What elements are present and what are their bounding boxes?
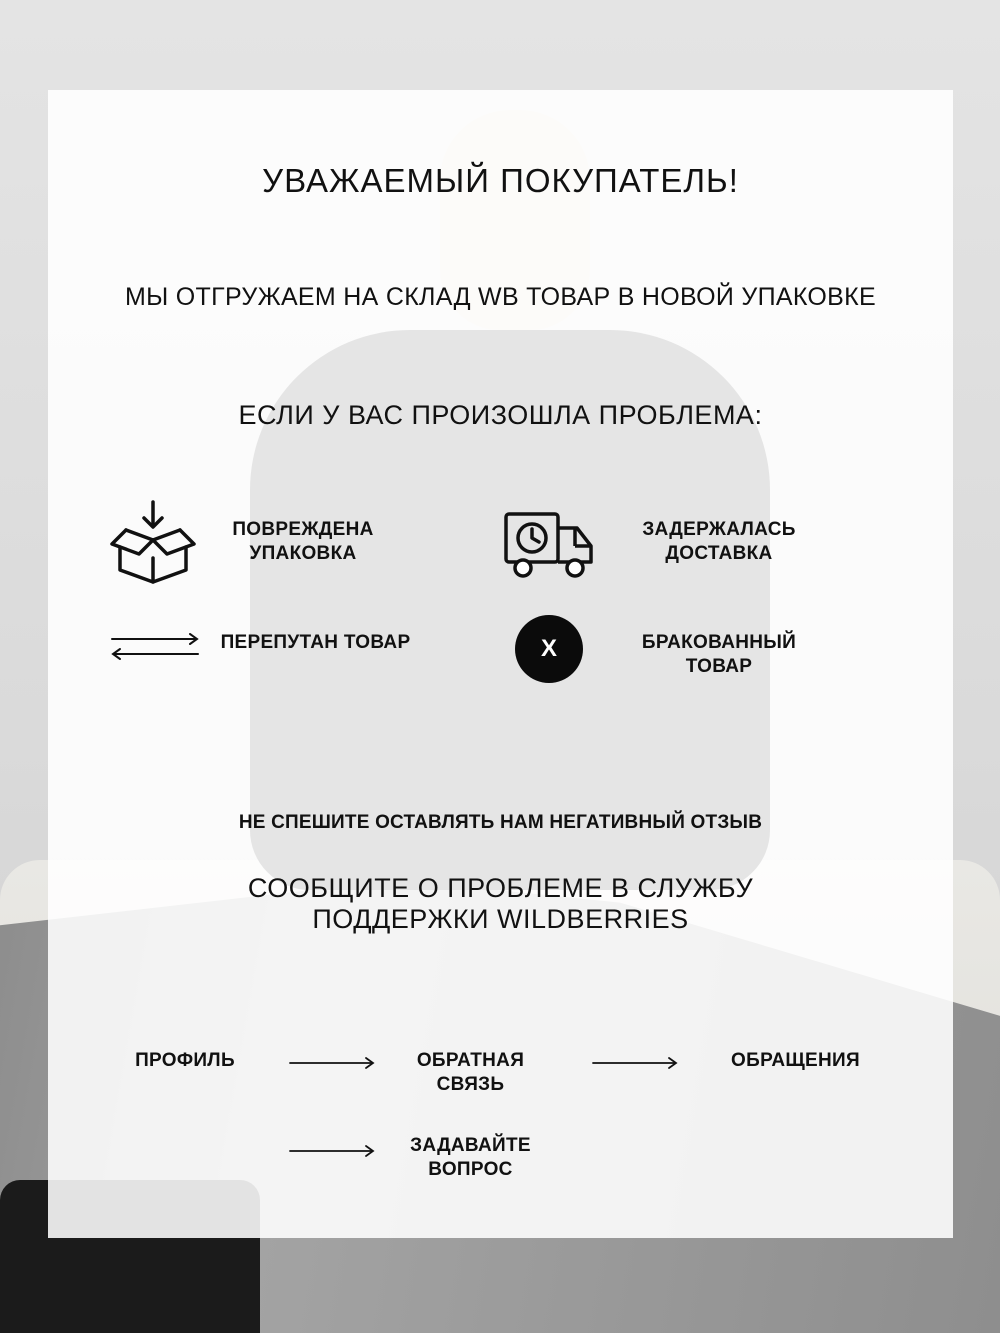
shipping-note: МЫ ОТГРУЖАЕМ НА СКЛАД WB ТОВАР В НОВОЙ УПАКОВКЕ — [125, 283, 876, 311]
step-feedback — [393, 1049, 548, 1097]
problem-defective-label — [630, 631, 808, 679]
open-box-icon — [108, 500, 198, 586]
problem-delayed-label — [630, 518, 808, 566]
step-profile: ПРОФИЛЬ — [135, 1050, 235, 1071]
arrow-right-icon — [288, 1056, 376, 1070]
info-card — [48, 90, 953, 1238]
problem-defective-line2: ТОВАР — [685, 656, 753, 677]
delivery-truck-icon — [503, 510, 595, 580]
step-feedback-line2: СВЯЗЬ — [436, 1074, 505, 1095]
negative-review-warning: НЕ СПЕШИТЕ ОСТАВЛЯТЬ НАМ НЕГАТИВНЫЙ ОТЗЫВ — [238, 812, 763, 833]
step-ask-question — [388, 1134, 553, 1182]
step-ask-line1: ЗАДАВАЙТЕ — [410, 1135, 531, 1156]
problem-defective-line1: БРАКОВАННЫЙ — [641, 632, 797, 653]
page-title: УВАЖАЕМЫЙ ПОКУПАТЕЛЬ! — [262, 162, 739, 199]
step-feedback-line1: ОБРАТНАЯ — [416, 1050, 525, 1071]
problem-delayed-line1: ЗАДЕРЖАЛАСЬ — [642, 519, 796, 540]
problem-damaged-line2: УПАКОВКА — [249, 543, 357, 564]
problem-mixed-label: ПЕРЕПУТАН ТОВАР — [220, 632, 411, 653]
step-requests: ОБРАЩЕНИЯ — [731, 1050, 860, 1071]
arrow-right-icon — [288, 1144, 376, 1158]
problem-heading: ЕСЛИ У ВАС ПРОИЗОШЛА ПРОБЛЕМА: — [238, 400, 763, 430]
swap-arrows-icon — [110, 630, 200, 662]
problem-damaged-line1: ПОВРЕЖДЕНА — [232, 519, 374, 540]
step-ask-line2: ВОПРОС — [428, 1159, 513, 1180]
arrow-right-icon — [591, 1056, 679, 1070]
support-line2: ПОДДЕРЖКИ WILDBERRIES — [312, 904, 689, 934]
support-line1: СООБЩИТЕ О ПРОБЛЕМЕ В СЛУЖБУ — [247, 873, 754, 903]
support-message — [48, 873, 953, 935]
x-circle-icon: X — [515, 615, 583, 683]
problem-damaged-label — [218, 518, 388, 566]
problem-delayed-line2: ДОСТАВКА — [665, 543, 773, 564]
